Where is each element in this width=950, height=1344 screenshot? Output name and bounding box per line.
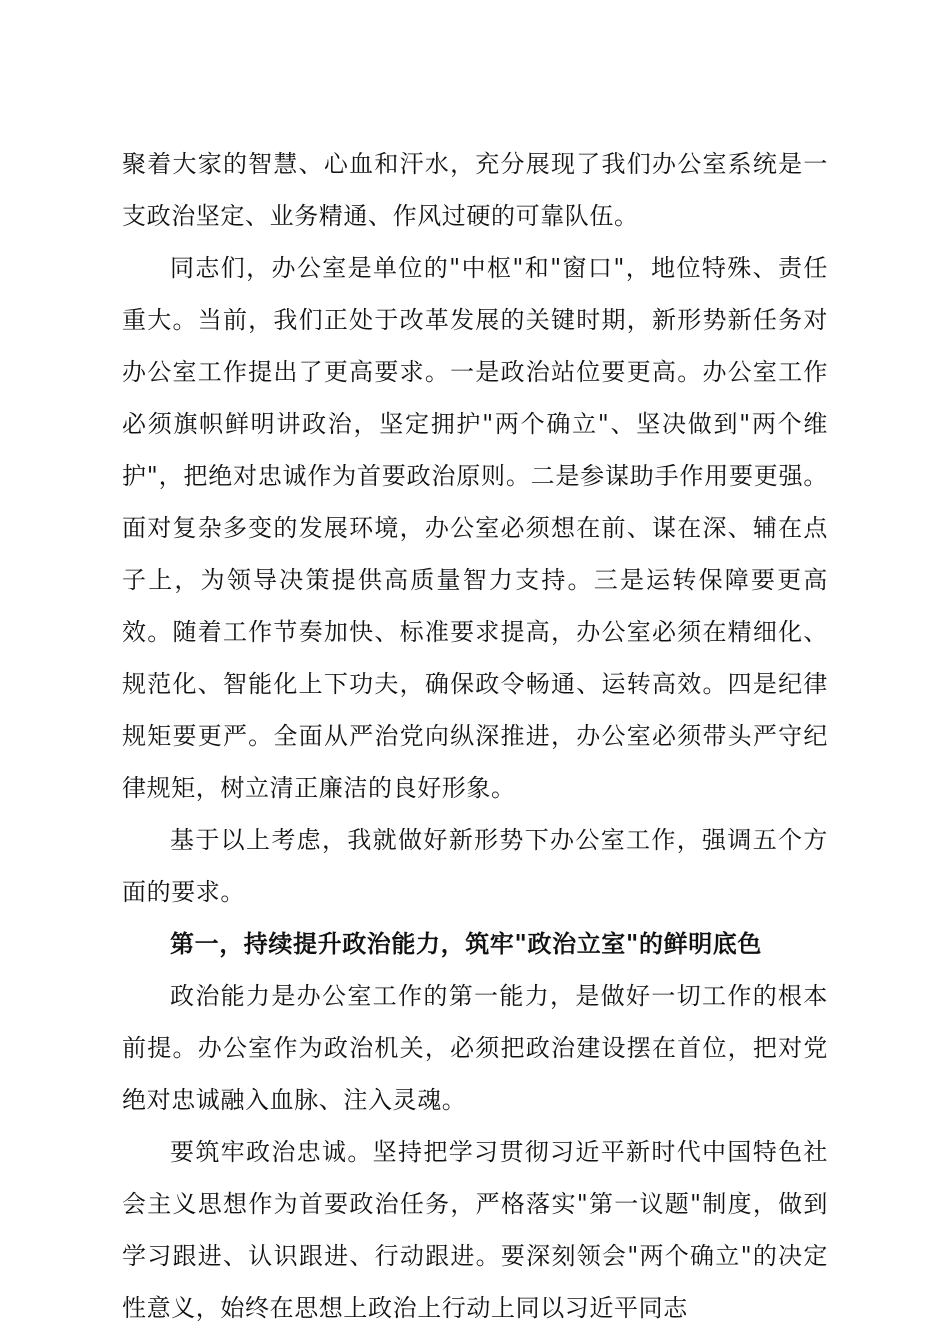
paragraph-political-ability: 政治能力是办公室工作的第一能力，是做好一切工作的根本前提。办公室作为政治机关，必须把政治建设摆在首位，把对党绝对忠诚融入血脉、注入灵魂。 — [122, 982, 828, 1114]
paragraph-political-loyalty: 要筑牢政治忠诚。坚持把学习贯彻习近平新时代中国特色社会主义思想作为首要政治任务，严格落实"第一议题"制度，做到学习跟进、认识跟进、行动跟进。要深刻领会"两个确立"的决定性意义，始终在思想上政治上行动上同以习近平同志 — [122, 1138, 828, 1322]
document-body — [122, 138, 828, 1334]
paragraph-office-requirements: 同志们，办公室是单位的"中枢"和"窗口"，地位特殊、责任重大。当前，我们正处于改革发展的关键时期，新形势新任务对办公室工作提出了更高要求。一是政治站位要更高。办公室工作必须旗帜鲜明讲政治，坚定拥护"两个确立"、坚决做到"两个维护"，把绝对忠诚作为首要政治原则。二是参谋助手作用要更强。面对复杂多变的发展环境，办公室必须想在前、谋在深、辅在点子上，为领导决策提供高质量智力支持。三是运转保障要更高效。随着工作节奏加快、标准要求提高，办公室必须在精细化、规范化、智能化上下功夫，确保政令畅通、运转高效。四是纪律规矩要更严。全面从严治党向纵深推进，办公室必须带头严守纪律规矩，树立清正廉洁的良好形象。 — [122, 254, 828, 802]
paragraph-continuation: 聚着大家的智慧、心血和汗水，充分展现了我们办公室系统是一支政治坚定、业务精通、作风过硬的可靠队伍。 — [122, 150, 828, 230]
paragraph-five-requirements-intro: 基于以上考虑，我就做好新形势下办公室工作，强调五个方面的要求。 — [122, 826, 828, 906]
section-heading-first: 第一，持续提升政治能力，筑牢"政治立室"的鲜明底色 — [170, 929, 763, 958]
